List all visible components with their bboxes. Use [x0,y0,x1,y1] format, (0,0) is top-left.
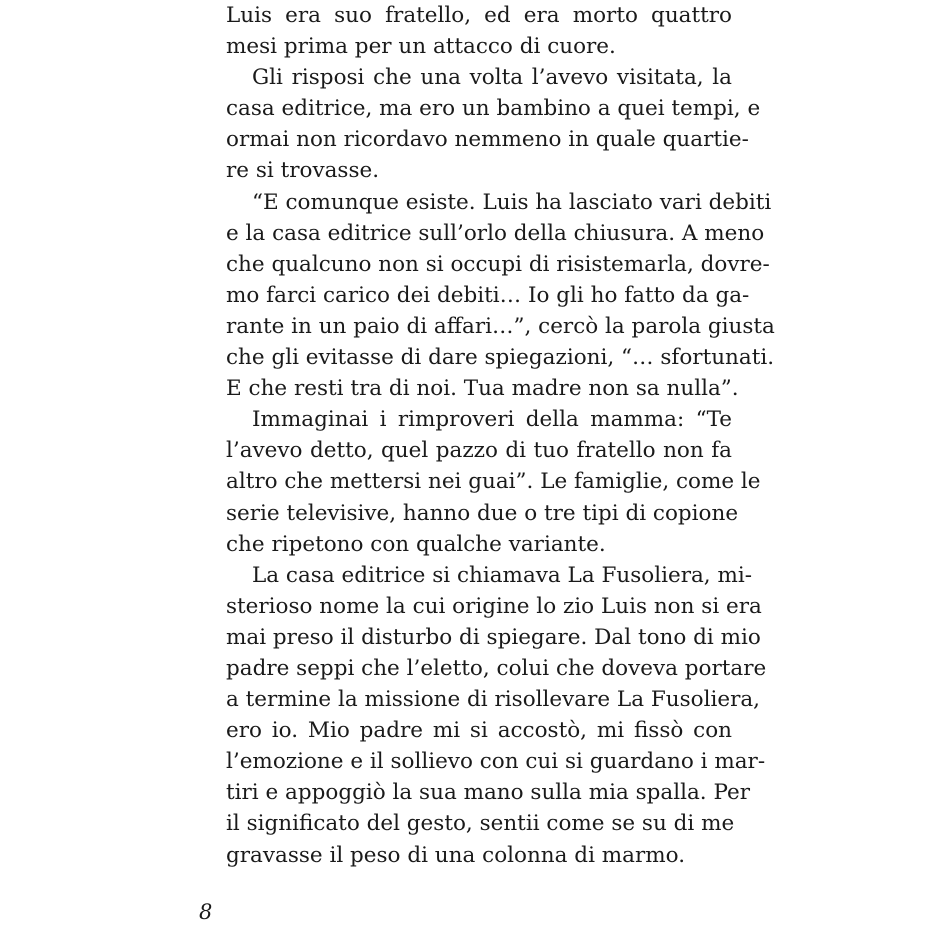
text-line: che gli evitasse di dare spiegazioni, “… sfortunati. [226,345,775,371]
text-line: che qualcuno non si occupi di risistemarla, dovre- [226,251,770,277]
text-line: e la casa editrice sull’orlo della chiusura. A meno [226,220,765,246]
text-line: mai preso il disturbo di spiegare. Dal tono di mio [226,624,761,650]
text-line: Immaginai i rimproveri della mamma: “Te [252,407,732,433]
text-line: tiri e appoggiò la sua mano sulla mia spalla. Per [226,780,750,806]
text-line: gravasse il peso di una colonna di marmo. [226,842,686,868]
text-line: mo farci carico dei debiti… Io gli ho fatto da ga- [226,282,750,308]
text-line: Luis era suo fratello, ed era morto quattro [226,3,732,28]
paragraph [226,0,732,62]
text-line: sterioso nome la cui origine lo zio Luis non si era [226,593,762,619]
text-line: casa editrice, ma ero un bambino a quei tempi, e [226,96,761,122]
text-line: il significato del gesto, sentii come se su di me [226,811,735,837]
text-line: serie televisive, hanno due o tre tipi di copione [226,500,739,526]
text-line: ero io. Mio padre mi si accostò, mi fissò con [226,718,732,744]
text-line: mesi prima per un attacco di cuore. [226,34,616,60]
paragraph [226,404,761,559]
text-line: padre seppi che l’eletto, colui che doveva portare [226,655,767,681]
text-line: re si trovasse. [226,158,380,184]
paragraph [226,560,767,871]
body-text [226,0,775,871]
text-line: La casa editrice si chiamava La Fusoliera, mi- [252,562,753,588]
text-line: ormai non ricordavo nemmeno in quale quartie- [226,127,749,153]
paragraph [226,62,761,186]
text-line: che ripetono con qualche variante. [226,531,606,557]
text-line: E che resti tra di noi. Tua madre non sa nulla”. [226,376,739,402]
text-line: l’avevo detto, quel pazzo di tuo fratello non fa [226,438,732,464]
text-line: altro che mettersi nei guai”. Le famiglie, come le [226,469,761,495]
text-line: “E comunque esiste. Luis ha lasciato vari debiti [252,189,772,215]
text-line: a termine la missione di risollevare La Fusoliera, [226,687,761,713]
paragraph [226,187,775,405]
text-line: rante in un paio di affari…”, cercò la parola giusta [226,313,775,339]
page-number: 8 [199,900,213,924]
text-line: l’emozione e il sollievo con cui si guardano i mar- [226,749,766,775]
text-line: Gli risposi che una volta l’avevo visitata, la [252,65,732,91]
